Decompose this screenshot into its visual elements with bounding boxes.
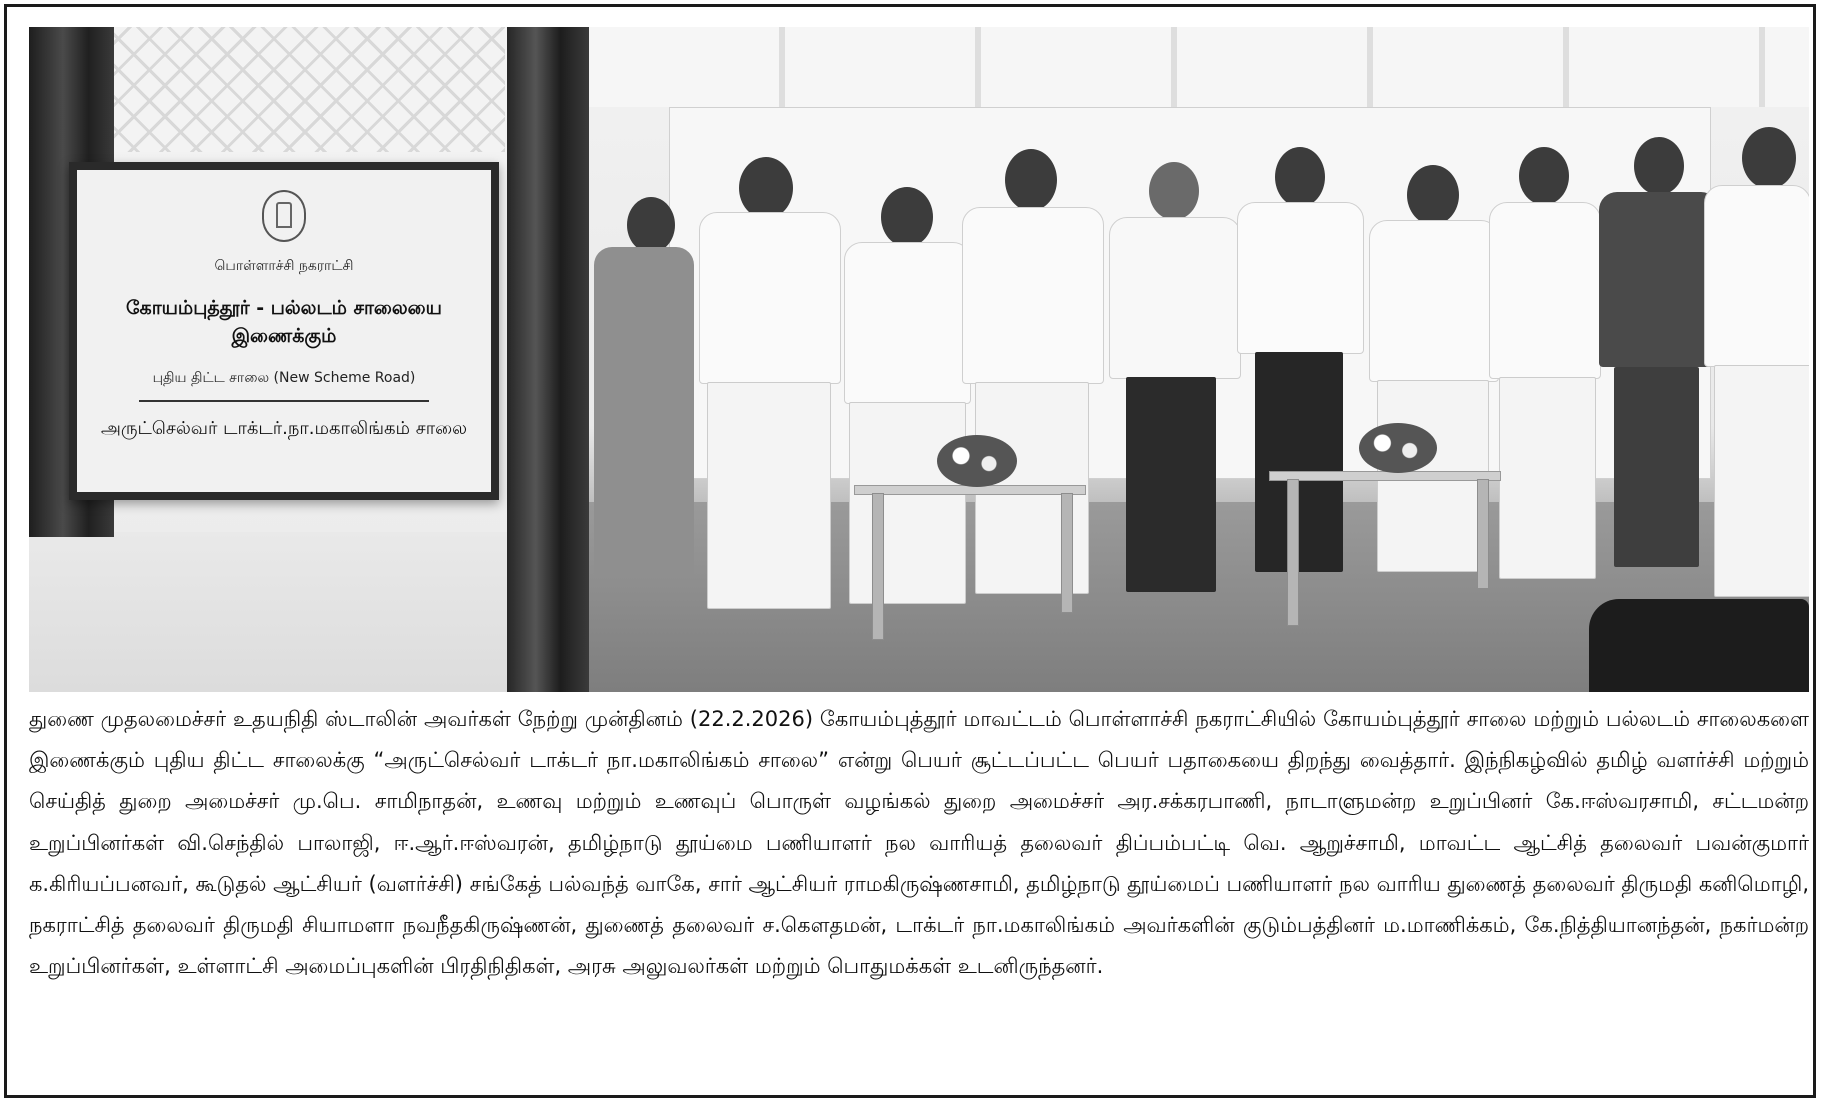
stage-table — [1269, 471, 1501, 481]
plaque-wall — [29, 27, 589, 692]
flower-bouquet — [937, 435, 1017, 487]
stage-speaker — [1589, 599, 1809, 692]
news-clipping — [4, 4, 1816, 1098]
plaque-pedestal — [29, 532, 507, 692]
event-photo — [29, 27, 1809, 692]
caption-text: துணை முதலமைச்சர் உதயநிதி ஸ்டாலின் அவர்கள் நேற்று முன்தினம் (22.2.2026) கோயம்புத்தூர் மாவட்டம் பொள்ளாச்சி நகராட்சியில் கோயம்புத்தூர் சாலை மற்றும் பல்லடம் சாலைகளை இணைக்கும் புதிய திட்ட சாலைக்கு “அருட்செல்வர் டாக்டர் நா.மகாலிங்கம் சாலை” என்று பெயர் சூட்டப்பட்ட பெயர் பதாகையை திறந்து வைத்தார். இந்நிகழ்வில் தமிழ் வளர்ச்சி மற்றும் செய்தித் துறை அமைச்சர் மு.பெ. சாமிநாதன், உணவு மற்றும் உணவுப் பொருள் வழங்கல் துறை அமைச்சர் அர.சக்கரபாணி, நாடாளுமன்ற உறுப்பினர் கே.ஈஸ்வரசாமி, சட்டமன்ற உறுப்பினர்கள் வி.செந்தில் பாலாஜி, ஈ.ஆர்.ஈஸ்வரன், தமிழ்நாடு தூய்மை பணியாளர் நல வாரியத் தலைவர் திப்பம்பட்டி வெ. ஆறுச்சாமி, மாவட்ட ஆட்சித் தலைவர் பவன்குமார் க.கிரியப்பனவர், கூடுதல் ஆட்சியர் (வளர்ச்சி) சங்கேத் பல்வந்த் வாகே, சார் ஆட்சியர் ராமகிருஷ்ணசாமி, தமிழ்நாடு தூய்மைப் பணியாளர் நல வாரிய துணைத் தலைவர் திருமதி கனிமொழி, நகராட்சித் தலைவர் திருமதி சியாமளா நவநீதகிருஷ்ணன், துணைத் தலைவர் ச.கௌதமன், டாக்டர் நா.மகாலிங்கம் அவர்களின் குடும்பத்தினர் ம.மாணிக்கம், கே.நித்தியானந்தன், நகர்மன்ற உறுப்பினர்கள், உள்ளாட்சி அமைப்புகளின் பிரதிநிதிகள், அரசு அலுவலர்கள் மற்றும் பொதுமக்கள் உடனிருந்தனர். — [29, 707, 1809, 979]
table-leg — [1061, 493, 1073, 613]
stage-scene — [589, 27, 1809, 692]
plaque-municipality: பொள்ளாச்சி நகராட்சி — [214, 258, 354, 274]
news-caption — [29, 699, 1809, 987]
plaque-title: கோயம்புத்தூர் - பல்லடம் சாலையை இணைக்கும் — [126, 297, 442, 347]
table-leg — [1477, 479, 1489, 589]
decorative-lattice — [105, 27, 505, 152]
name-plaque — [69, 162, 499, 500]
plaque-scheme: புதிய திட்ட சாலை (New Scheme Road) — [152, 370, 416, 386]
plaque-road-name: அருட்செல்வர் டாக்டர்.நா.மகாலிங்கம் சாலை — [100, 418, 468, 439]
table-leg — [872, 493, 884, 640]
plaque-divider — [139, 400, 429, 402]
canopy — [589, 27, 1809, 107]
plaque-board — [77, 170, 491, 492]
table-leg — [1287, 479, 1299, 626]
government-emblem-icon — [262, 190, 306, 242]
curtain-right — [507, 27, 589, 692]
flower-bouquet — [1359, 423, 1437, 473]
